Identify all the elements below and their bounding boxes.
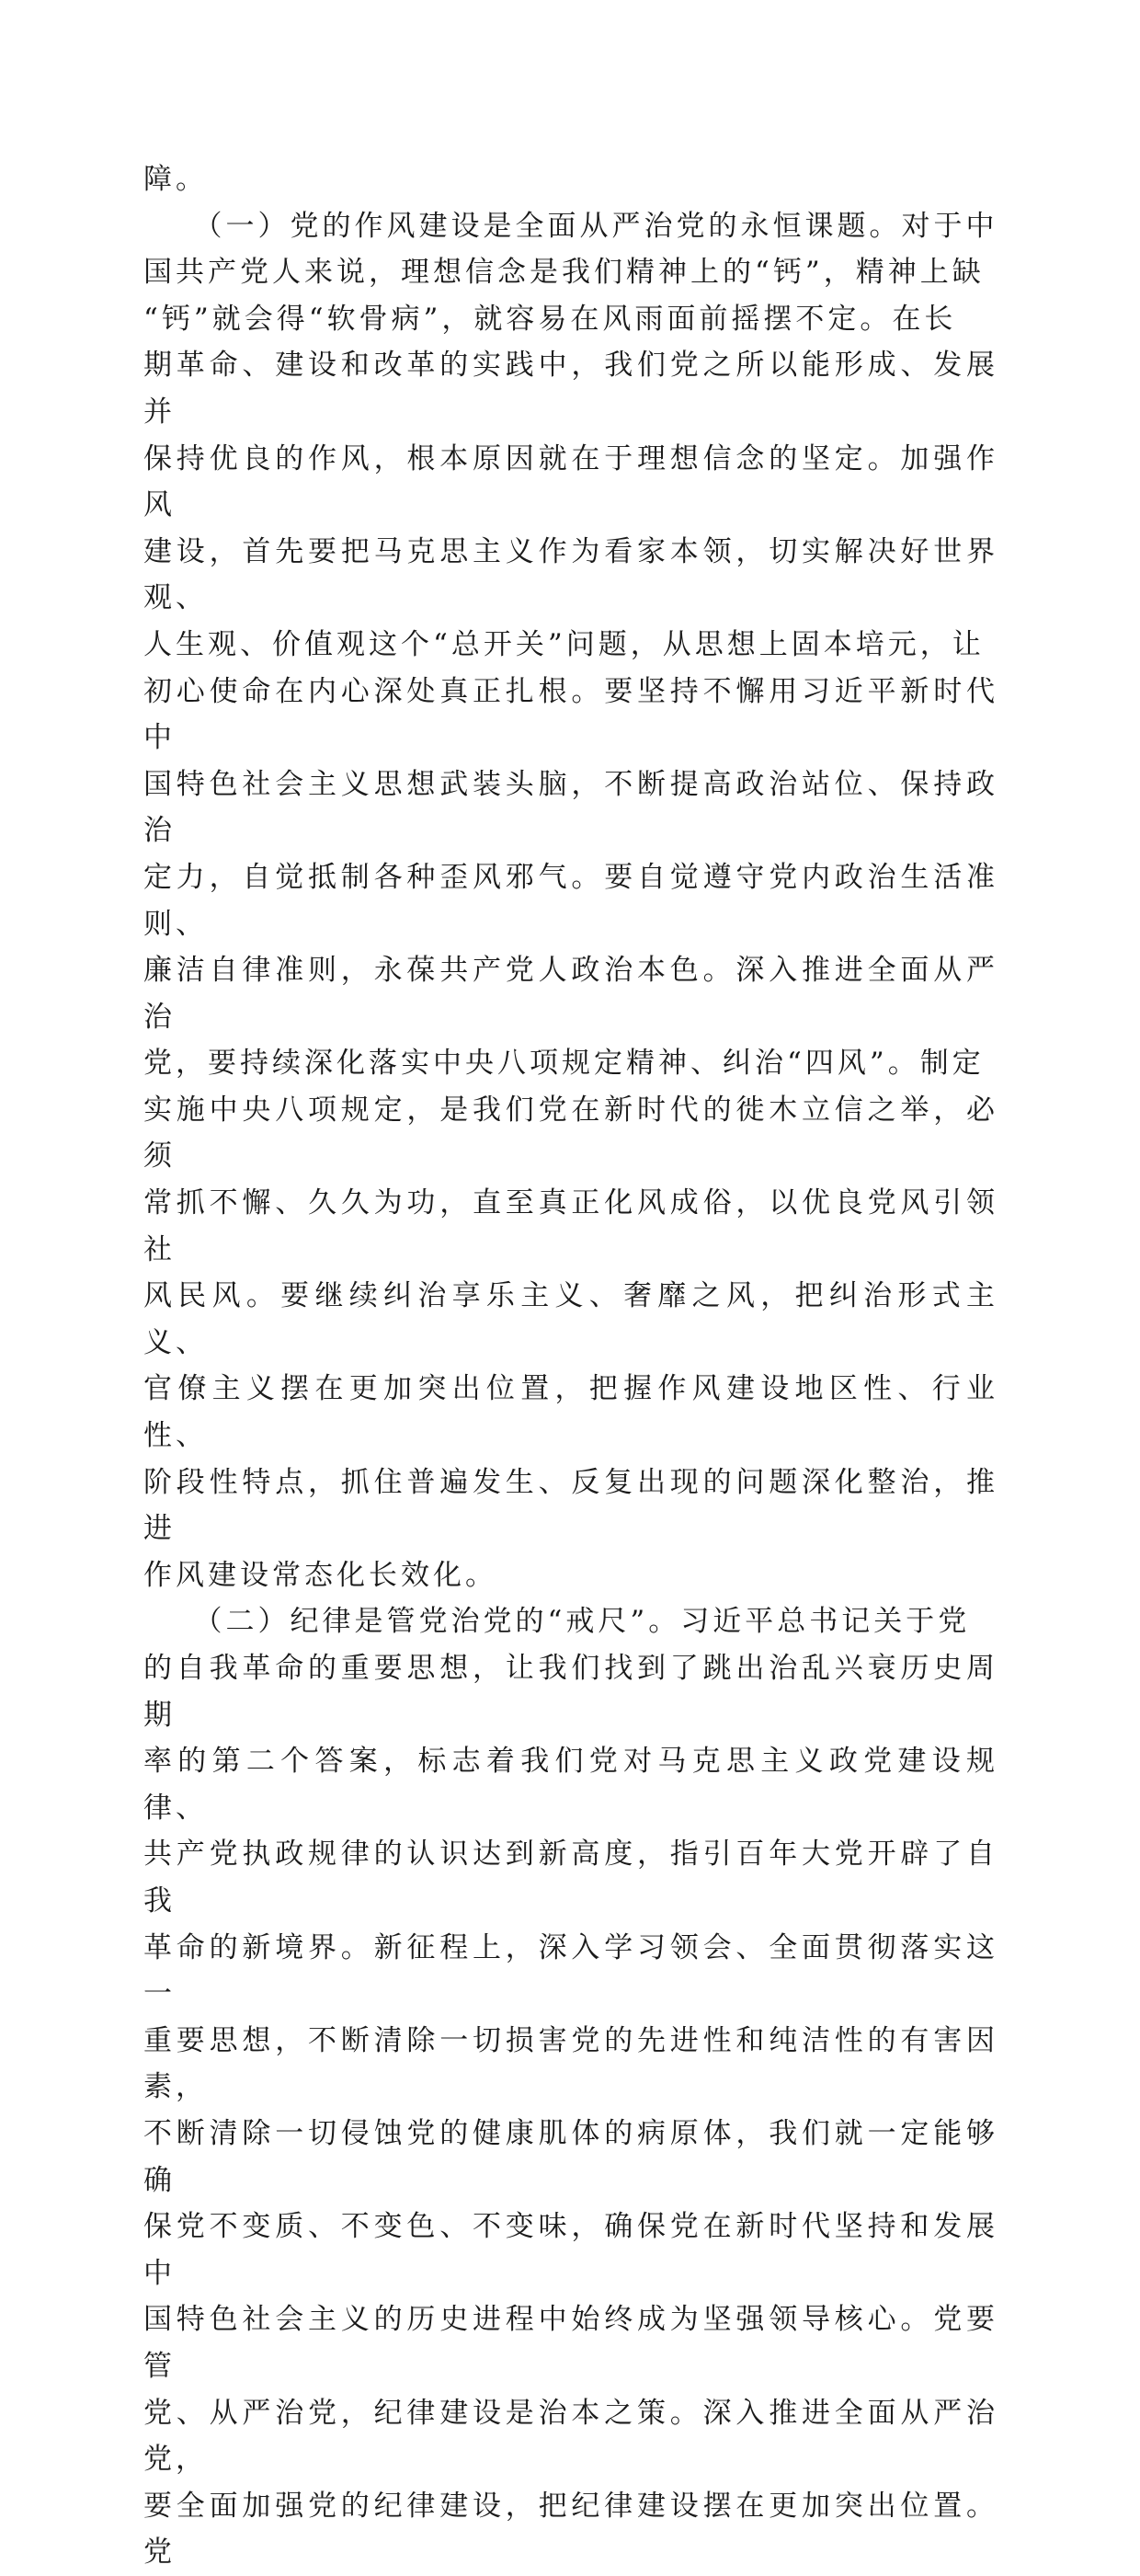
text-line: 党、从严治党，纪律建设是治本之策。深入推进全面从严治党，	[143, 2396, 998, 2477]
text-line: 初心使命在内心深处真正扎根。要坚持不懈用习近平新时代中	[143, 674, 998, 755]
paragraph-0	[143, 156, 998, 203]
text-line: 共产党执政规律的认识达到新高度，指引百年大党开辟了自我	[143, 1838, 998, 1918]
text-line: 率的第二个答案，标志着我们党对马克思主义政党建设规律、	[143, 1745, 998, 1825]
text-line: 党，要持续深化落实中央八项规定精神、纠治“四风”。制定	[143, 1047, 985, 1081]
text-line: 的自我革命的重要思想，让我们找到了跳出治乱兴衰历史周期	[143, 1652, 998, 1732]
text-line: 风民风。要继续纠治享乐主义、奢靡之风，把纠治形式主义、	[143, 1279, 998, 1359]
text-line: 要全面加强党的纪律建设，把纪律建设摆在更加突出位置。党	[143, 2489, 998, 2570]
text-line: 阶段性特点，抓住普遍发生、反复出现的问题深化整治，推进	[143, 1465, 998, 1546]
text-line: 障。	[143, 163, 208, 196]
text-line: “钙”就会得“软骨病”，就容易在风雨面前摇摆不定。在长	[143, 302, 957, 336]
text-line: 建设，首先要把马克思主义作为看家本领，切实解决好世界观、	[143, 534, 998, 615]
text-line: 实施中央八项规定，是我们党在新时代的徙木立信之举，必须	[143, 1093, 998, 1174]
text-line: 廉洁自律准则，永葆共产党人政治本色。深入推进全面从严治	[143, 954, 998, 1034]
text-line: （二）纪律是管党治党的“戒尺”。习近平总书记关于党	[143, 1605, 971, 1639]
text-line: 定力，自觉抵制各种歪风邪气。要自觉遵守党内政治生活准则、	[143, 860, 998, 941]
text-line: 保党不变质、不变色、不变味，确保党在新时代坚持和发展中	[143, 2210, 998, 2290]
text-line: 革命的新境界。新征程上，深入学习领会、全面贯彻落实这一	[143, 1930, 998, 2011]
body-text	[143, 156, 998, 2576]
paragraph-1	[143, 203, 998, 1599]
text-line: 人生观、价值观这个“总开关”问题，从思想上固本培元，让	[143, 627, 985, 661]
text-line: 国特色社会主义的历史进程中始终成为坚强领导核心。党要管	[143, 2303, 998, 2383]
text-line: 国共产党人来说，理想信念是我们精神上的“钙”，精神上缺	[143, 256, 985, 290]
text-line: （一）党的作风建设是全面从严治党的永恒课题。对于中	[143, 209, 998, 243]
text-line: 期革命、建设和改革的实践中，我们党之所以能形成、发展并	[143, 349, 998, 429]
text-line: 保持优良的作风，根本原因就在于理想信念的坚定。加强作风	[143, 441, 998, 522]
text-line: 官僚主义摆在更加突出位置，把握作风建设地区性、行业性、	[143, 1372, 998, 1453]
text-line: 常抓不懈、久久为功，直至真正化风成俗，以优良党风引领社	[143, 1186, 998, 1266]
text-line: 作风建设常态化长效化。	[143, 1558, 497, 1592]
text-line: 国特色社会主义思想武装头脑，不断提高政治站位、保持政治	[143, 767, 998, 848]
text-line: 重要思想，不断清除一切损害党的先进性和纯洁性的有害因素，	[143, 2023, 998, 2104]
paragraph-2	[143, 1598, 998, 2575]
text-line: 不断清除一切侵蚀党的健康肌体的病原体，我们就一定能够确	[143, 2116, 998, 2197]
